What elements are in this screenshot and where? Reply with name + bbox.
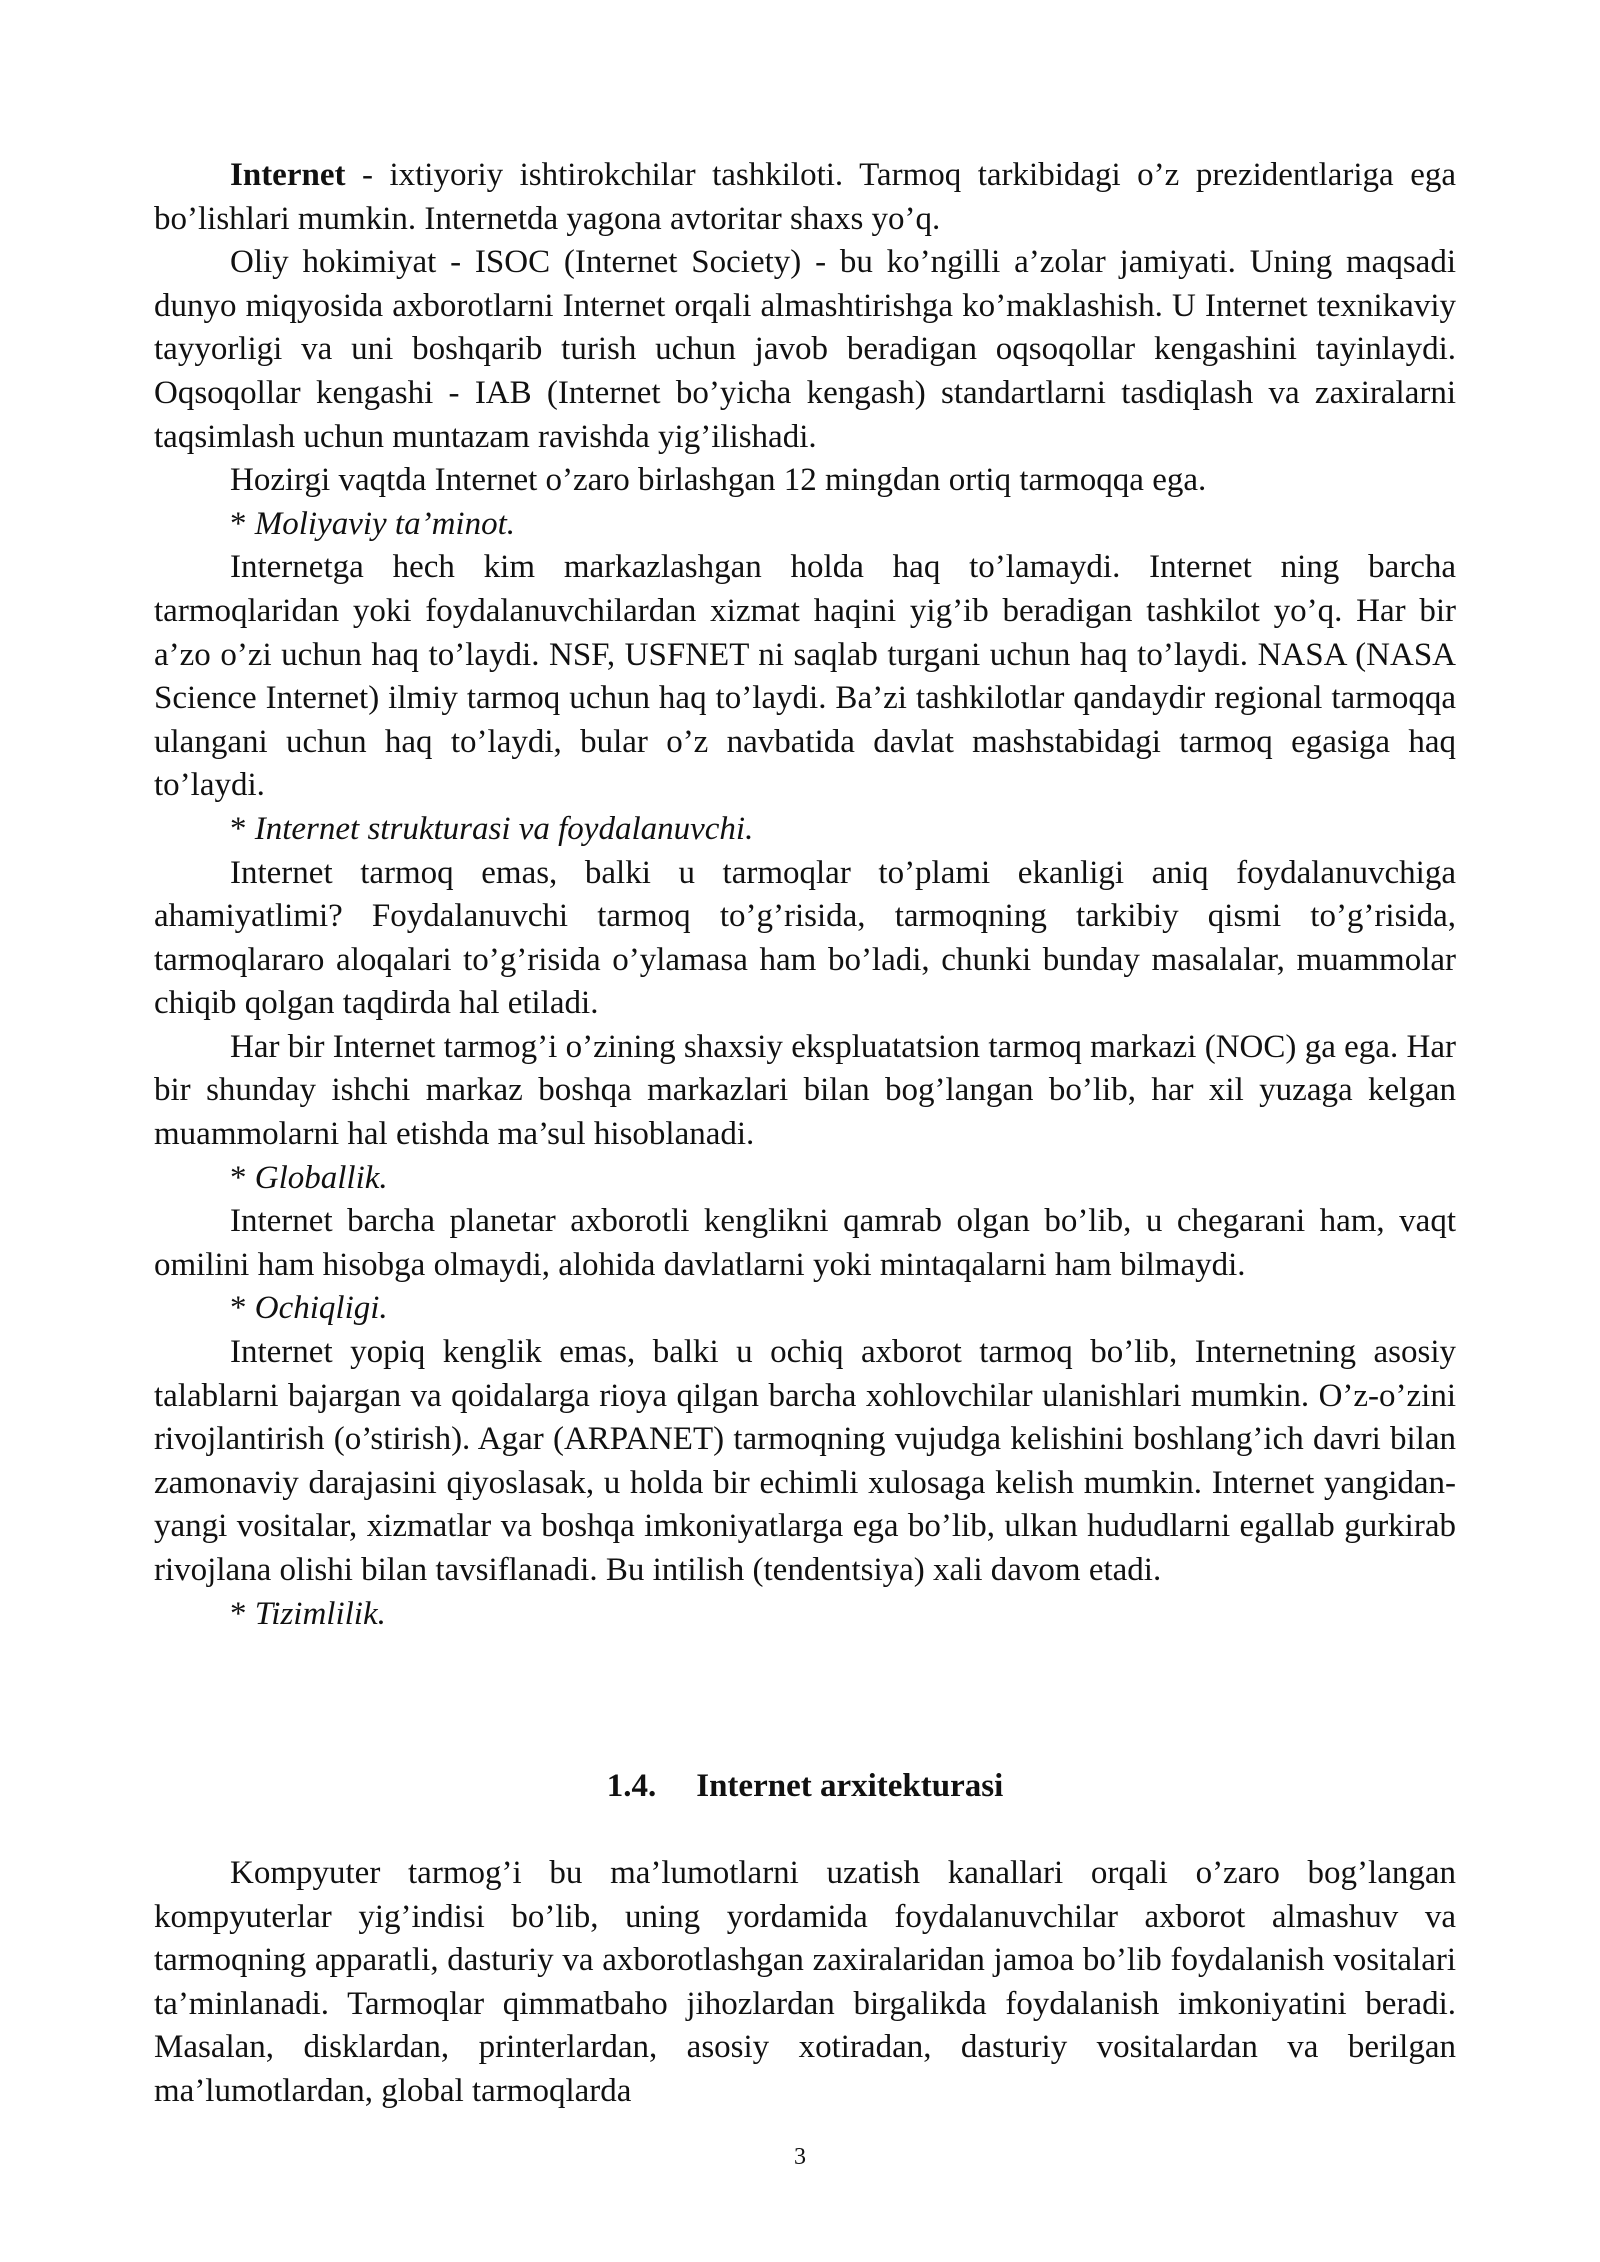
paragraph: Hozirgi vaqtda Internet o’zaro birlashgan 12 mingdan ortiq tarmoqqa ega.: [230, 462, 1207, 499]
paragraph: Internet tarmoq emas, balki u tarmoqlar to’plami ekanligi aniq foydalanuvchiga ahamiyatlimi? Foydalanuvchi tarmoq to’g’risida, tarmoqning tarkibiy qismi to’g’risida, tarmoqlararo aloqalari to’g’risida o’ylamasa ham bo’ladi, chunki bunday masalalar, muammolar chiqib qolgan taqdirda hal etiladi.: [154, 854, 1456, 1022]
subheading: * Globallik.: [230, 1159, 388, 1196]
section-number: 1.4.: [606, 1768, 657, 1804]
paragraph-lead: Internet: [230, 157, 346, 193]
paragraph: Internet - ixtiyoriy ishtirokchilar tashkiloti. Tarmoq tarkibidagi o’z prezidentlariga ega bo’lishlari mumkin. Internetda yagona avtoritar shaxs yo’q.: [154, 157, 1456, 237]
paragraph: Har bir Internet tarmog’i o’zining shaxsiy ekspluatatsion tarmoq markazi (NOC) ga ega. Har bir shunday ishchi markaz boshqa markazlari bilan bog’langan bo’lib, har xil yuzaga kelgan muammolarni hal etishda ma’sul hisoblanadi.: [154, 1028, 1456, 1153]
body-text: [154, 154, 1456, 1636]
paragraph: Internet barcha planetar axborotli kenglikni qamrab olgan bo’lib, u chegarani ham, vaqt omilini ham hisobga olmaydi, alohida davlatlarni yoki mintaqalarni ham bilmaydi.: [154, 1203, 1456, 1283]
section-heading: [154, 1764, 1456, 1808]
paragraph: Internetga hech kim markazlashgan holda haq to’lamaydi. Internet ning barcha tarmoqlaridan yoki foydalanuvchilardan xizmat haqini yig’ib beradigan tashkilot yo’q. Har bir a’zo o’zi uchun haq to’laydi. NSF, USFNET ni saqlab turgani uchun haq to’laydi. NASA (NASA Science Internet) ilmiy tarmoq uchun haq to’laydi. Ba’zi tashkilotlar qandaydir regional tarmoqqa ulangani uchun haq to’laydi, bular o’z navbatida davlat mashstabidagi tarmoq egasiga haq to’laydi.: [154, 549, 1456, 804]
page-number: 3: [794, 2144, 806, 2170]
section-body: [154, 1852, 1456, 2114]
subheading: * Moliyaviy ta’minot.: [230, 505, 516, 542]
paragraph: Kompyuter tarmog’i bu ma’lumotlarni uzatish kanallari orqali o’zaro bog’langan kompyuterlar yig’indisi bo’lib, uning yordamida foydalanuvchilar axborot almashuv va tarmoqning apparatli, dasturiy va axborotlashgan zaxiralaridan jamoa bo’lib foydalanish vositalari ta’minlanadi. Tarmoqlar qimmatbaho jihozlardan birgalikda foydalanish imkoniyatini beradi. Masalan, disklardan, printerlardan, asosiy xotiradan, dasturiy vositalardan va berilgan ma’lumotlardan, global tarmoqlarda: [154, 1855, 1456, 2109]
section-title: Internet arxitekturasi: [696, 1768, 1004, 1804]
paragraph: Oliy hokimiyat - ISOC (Internet Society) - bu ko’ngilli a’zolar jamiyati. Uning maqsadi dunyo miqyosida axborotlarni Internet orqali almashtirishga ko’maklashish. U Internet texnikaviy tayyorligi va uni boshqarib turish uchun javob beradigan oqsoqollar kengashini tayinlaydi. Oqsoqollar kengashi - IAB (Internet bo’yicha kengash) standartlarni tasdiqlash va zaxiralarni taqsimlash uchun muntazam ravishda yig’ilishadi.: [154, 244, 1456, 455]
subheading: * Ochiqligi.: [230, 1290, 388, 1327]
subheading: * Tizimlilik.: [230, 1595, 386, 1632]
paragraph: Internet yopiq kenglik emas, balki u ochiq axborot tarmoq bo’lib, Internetning asosiy talablarni bajargan va qoidalarga rioya qilgan barcha xohlovchilar ulanishlari mumkin. O’z-o’zini rivojlantirish (o’stirish). Agar (ARPANET) tarmoqning vujudga kelishini boshlang’ich davri bilan zamonaviy darajasini qiyoslasak, u holda bir echimli xulosaga kelish mumkin. Internet yangidan-yangi vositalar, xizmatlar va boshqa imkoniyatlarga ega bo’lib, ulkan hududlarni egallab gurkirab rivojlana olishi bilan tavsiflanadi. Bu intilish (tendentsiya) xali davom etadi.: [154, 1334, 1456, 1588]
subheading: * Internet strukturasi va foydalanuvchi.: [230, 810, 754, 847]
